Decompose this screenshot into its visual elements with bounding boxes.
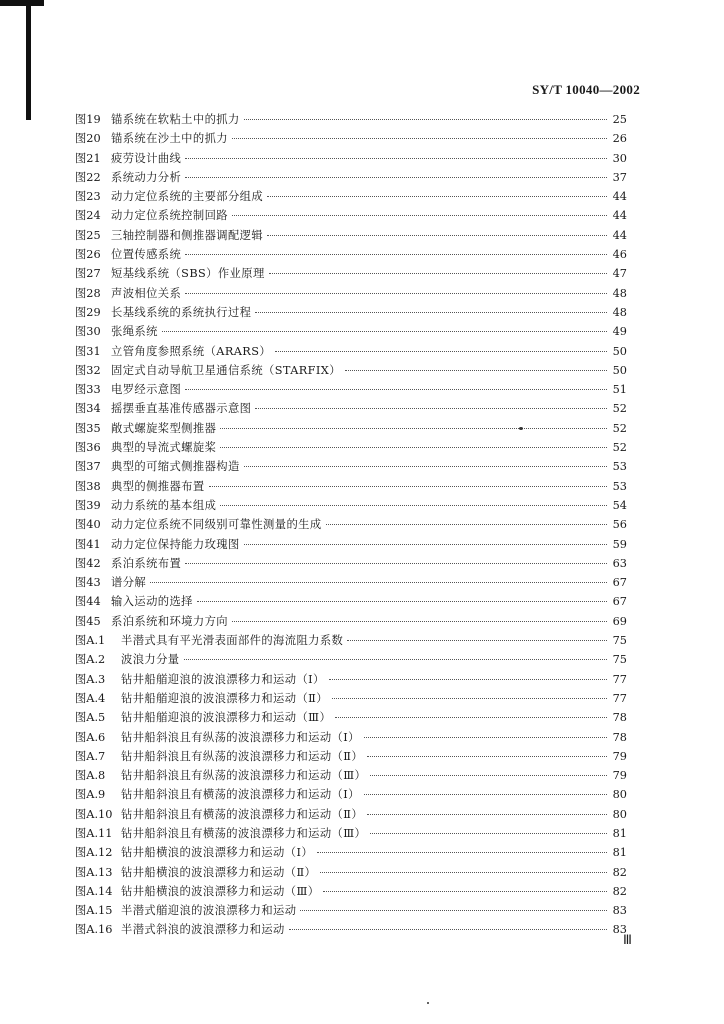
dot-leader: [364, 737, 607, 738]
figure-page-number: 79: [612, 749, 627, 763]
figure-number: 图19: [75, 113, 101, 126]
dot-leader: [370, 833, 607, 834]
figure-number: 图45: [75, 614, 101, 628]
dot-leader: [323, 891, 607, 892]
figure-entry: [75, 150, 627, 169]
figure-page-number: 67: [612, 576, 627, 590]
figure-entry: [75, 864, 627, 883]
figure-page-number: 54: [612, 498, 627, 512]
figure-title: 输入运动的选择: [111, 595, 193, 609]
figure-entry: [75, 709, 627, 728]
figure-entry: [75, 825, 627, 844]
figure-title: 立管角度参照系统（ARARS）: [111, 344, 272, 358]
figure-page-number: 48: [612, 286, 627, 300]
figure-entry: [75, 478, 627, 497]
figure-number: 图40: [75, 518, 101, 532]
figure-title: 钻井船艏迎浪的波浪漂移力和运动（Ⅱ）: [121, 691, 328, 705]
figure-title: 位置传感系统: [111, 248, 182, 262]
figure-number: 图31: [75, 344, 101, 358]
figure-number: 图21: [75, 151, 101, 165]
figure-number: 图A.9: [75, 788, 106, 802]
figure-title: 摇摆垂直基准传感器示意图: [111, 402, 252, 416]
figure-number: 图A.15: [75, 904, 113, 918]
standard-code-header: SY/T 10040—2002: [532, 82, 640, 97]
figure-entry: [75, 921, 627, 940]
figure-title: 固定式自动导航卫星通信系统（STARFIX）: [111, 363, 341, 377]
figure-number: 图26: [75, 248, 101, 262]
figure-number: 图A.4: [75, 691, 106, 705]
figure-entry: [75, 400, 627, 419]
figure-page-number: 30: [612, 151, 627, 165]
dot-leader: [184, 659, 608, 660]
figure-entry: [75, 613, 627, 632]
figure-number: 图A.1: [75, 634, 106, 648]
figure-page-number: 46: [612, 248, 627, 262]
figure-entry: [75, 883, 627, 902]
figure-title: 钻井船横浪的波浪漂移力和运动（Ⅱ）: [121, 865, 317, 879]
figure-entry: [75, 188, 627, 207]
figure-title: 长基线系统的系统执行过程: [111, 305, 252, 319]
dot-leader: [220, 505, 607, 506]
figure-page-number: 50: [612, 363, 627, 377]
figure-title: 钻井船斜浪且有纵荡的波浪漂移力和运动（Ⅱ）: [121, 749, 364, 763]
dot-leader: [185, 293, 607, 294]
dot-leader: [367, 756, 607, 757]
figure-entry: [75, 285, 627, 304]
figure-page-number: 37: [612, 170, 627, 184]
figure-title: 系泊系统布置: [111, 556, 182, 570]
figure-number: 图41: [75, 537, 101, 551]
figure-title: 动力定位保持能力玫瑰图: [111, 537, 240, 551]
figure-entry: [75, 323, 627, 342]
figure-number: 图30: [75, 325, 101, 339]
dot-leader: [244, 466, 607, 467]
figure-title: 系泊系统和环境力方向: [111, 614, 228, 628]
dot-leader: [364, 794, 607, 795]
figure-entry: [75, 574, 627, 593]
dot-leader: [345, 370, 607, 371]
figure-title: 声波相位关系: [111, 286, 182, 300]
figure-page-number: 47: [612, 267, 627, 281]
dot-leader: [300, 910, 607, 911]
dot-leader: [197, 601, 607, 602]
figure-number: 图29: [75, 305, 101, 319]
figure-title: 张绳系统: [111, 325, 158, 339]
figure-page-number: 44: [612, 190, 627, 204]
scan-speck: [519, 427, 523, 430]
figure-title: 动力系统的基本组成: [111, 498, 217, 512]
figure-title: 疲劳设计曲线: [111, 151, 182, 165]
figure-number: 图34: [75, 402, 101, 416]
figure-number: 图A.14: [75, 884, 113, 898]
figure-number: 图43: [75, 576, 101, 590]
dot-leader: [347, 640, 607, 641]
figure-page-number: 67: [612, 595, 627, 609]
figure-entry: [75, 555, 627, 574]
figure-entry: [75, 111, 627, 130]
figure-number: 图A.11: [75, 826, 113, 840]
figure-title: 典型的导流式螺旋桨: [111, 441, 217, 455]
dot-leader: [332, 698, 607, 699]
figure-title: 钻井船斜浪且有横荡的波浪漂移力和运动（Ⅱ）: [121, 807, 364, 821]
figure-title: 系统动力分析: [111, 170, 182, 184]
figure-title: 锚系统在沙土中的抓力: [111, 132, 228, 146]
figure-page-number: 49: [612, 325, 627, 339]
figure-number: 图A.16: [75, 923, 113, 937]
figure-title: 半潜式艏迎浪的波浪漂移力和运动: [121, 904, 297, 918]
figure-title: 动力定位系统的主要部分组成: [111, 190, 264, 204]
dot-leader: [209, 486, 607, 487]
figure-number: 图20: [75, 132, 101, 146]
figure-entry: [75, 806, 627, 825]
figure-page-number: 53: [612, 460, 627, 474]
figure-number: 图A.7: [75, 749, 106, 763]
figure-page-number: 48: [612, 305, 627, 319]
figure-page-number: 44: [612, 228, 627, 242]
figure-number: 图38: [75, 479, 101, 493]
figure-entry: [75, 786, 627, 805]
figure-title: 半潜式斜浪的波浪漂移力和运动: [121, 923, 285, 937]
figure-page-number: 50: [612, 344, 627, 358]
page-number: Ⅲ: [623, 932, 632, 947]
figure-entry: [75, 207, 627, 226]
figure-number: 图A.5: [75, 711, 106, 725]
figure-title: 典型的可缩式侧推器构造: [111, 460, 240, 474]
figure-title: 钻井船横浪的波浪漂移力和运动（Ⅲ）: [121, 884, 320, 898]
dot-leader: [244, 119, 607, 120]
dot-leader: [320, 872, 607, 873]
figure-entry: [75, 593, 627, 612]
dot-leader: [244, 544, 607, 545]
figure-number: 图39: [75, 498, 101, 512]
figure-title: 短基线系统（SBS）作业原理: [111, 267, 265, 281]
figure-page-number: 82: [612, 884, 627, 898]
figure-entry: [75, 497, 627, 516]
figure-page-number: 77: [612, 672, 627, 686]
figure-number: 图44: [75, 595, 101, 609]
dot-leader: [150, 582, 607, 583]
dot-leader: [255, 408, 607, 409]
figure-number: 图22: [75, 170, 101, 184]
figure-title: 三轴控制器和侧推器调配逻辑: [111, 228, 264, 242]
figure-number: 图42: [75, 556, 101, 570]
figure-title: 动力定位系统不同级别可靠性测量的生成: [111, 518, 322, 532]
figure-entry: [75, 169, 627, 188]
figure-entry: [75, 265, 627, 284]
dot-leader: [232, 621, 607, 622]
dot-leader: [185, 389, 607, 390]
figure-number: 图27: [75, 267, 101, 281]
figure-page-number: 44: [612, 209, 627, 223]
figure-page-number: 78: [612, 711, 627, 725]
dot-leader: [232, 138, 607, 139]
figure-number: 图A.8: [75, 769, 106, 783]
figure-entry: [75, 439, 627, 458]
figure-title: 波浪力分量: [121, 653, 180, 667]
dot-leader: [220, 428, 607, 429]
figure-page-number: 52: [612, 421, 627, 435]
dot-leader: [367, 814, 607, 815]
figure-number: 图24: [75, 209, 101, 223]
figure-entry: [75, 130, 627, 149]
dot-leader: [335, 717, 607, 718]
figure-entry: [75, 362, 627, 381]
dot-leader: [317, 852, 607, 853]
dot-leader: [267, 235, 607, 236]
figure-page-number: 77: [612, 691, 627, 705]
dot-leader: [185, 177, 607, 178]
dot-leader: [370, 775, 607, 776]
figure-title: 谱分解: [111, 576, 147, 590]
figure-title: 钻井船斜浪且有纵荡的波浪漂移力和运动（Ⅰ）: [121, 730, 360, 744]
figure-entry: [75, 902, 627, 921]
figure-entry: [75, 381, 627, 400]
dot-leader: [220, 447, 607, 448]
figure-title: 钻井船斜浪且有纵荡的波浪漂移力和运动（Ⅲ）: [121, 769, 367, 783]
figure-title: 典型的侧推器布置: [111, 479, 205, 493]
figure-entry: [75, 304, 627, 323]
figure-page-number: 75: [612, 634, 627, 648]
figure-entry: [75, 227, 627, 246]
figure-entry: [75, 767, 627, 786]
figure-page-number: 56: [612, 518, 627, 532]
figure-page-number: 51: [612, 383, 627, 397]
figure-entry: [75, 748, 627, 767]
figure-page-number: 81: [612, 826, 627, 840]
figure-title: 敞式螺旋桨型侧推器: [111, 421, 217, 435]
figure-number: 图A.6: [75, 730, 106, 744]
figure-number: 图37: [75, 460, 101, 474]
figure-title: 电罗经示意图: [111, 383, 182, 397]
dot-leader: [255, 312, 607, 313]
dot-leader: [267, 196, 607, 197]
figure-number: 图25: [75, 228, 101, 242]
scan-speck: [427, 1002, 429, 1004]
figure-page-number: 82: [612, 865, 627, 879]
figure-entry: [75, 458, 627, 477]
figure-page-number: 25: [612, 113, 627, 126]
figure-title: 钻井船横浪的波浪漂移力和运动（Ⅰ）: [121, 846, 314, 860]
figure-entry: [75, 729, 627, 748]
dot-leader: [162, 331, 607, 332]
figure-list: [75, 111, 627, 941]
figure-page-number: 80: [612, 807, 627, 821]
figure-page-number: 52: [612, 402, 627, 416]
figure-number: 图A.13: [75, 865, 113, 879]
figure-page-number: 75: [612, 653, 627, 667]
figure-page-number: 63: [612, 556, 627, 570]
figure-page-number: 78: [612, 730, 627, 744]
figure-page-number: 79: [612, 769, 627, 783]
figure-page-number: 80: [612, 788, 627, 802]
dot-leader: [185, 563, 607, 564]
dot-leader: [326, 524, 607, 525]
figure-page-number: 69: [612, 614, 627, 628]
figure-title: 钻井船斜浪且有横荡的波浪漂移力和运动（Ⅰ）: [121, 788, 360, 802]
figure-number: 图35: [75, 421, 101, 435]
figure-entry: [75, 690, 627, 709]
figure-title: 半潜式具有平光滑表面部件的海流阻力系数: [121, 634, 344, 648]
figure-entry: [75, 343, 627, 362]
figure-number: 图28: [75, 286, 101, 300]
dot-leader: [185, 254, 607, 255]
dot-leader: [269, 273, 607, 274]
scan-corner-mark: [0, 0, 44, 18]
figure-title: 钻井船艏迎浪的波浪漂移力和运动（Ⅰ）: [121, 672, 325, 686]
figure-page-number: 83: [612, 904, 627, 918]
figure-page-number: 53: [612, 479, 627, 493]
figure-number: 图A.10: [75, 807, 113, 821]
figure-entry: [75, 632, 627, 651]
figure-title: 钻井船斜浪且有横荡的波浪漂移力和运动（Ⅲ）: [121, 826, 367, 840]
figure-number: 图33: [75, 383, 101, 397]
dot-leader: [275, 351, 607, 352]
figure-entry: [75, 516, 627, 535]
dot-leader: [289, 929, 607, 930]
figure-number: 图36: [75, 441, 101, 455]
figure-title: 锚系统在软粘土中的抓力: [111, 113, 240, 126]
figure-entry: [75, 420, 627, 439]
figure-entry: [75, 844, 627, 863]
figure-number: 图32: [75, 363, 101, 377]
figure-page-number: 52: [612, 441, 627, 455]
figure-number: 图A.12: [75, 846, 113, 860]
figure-title: 钻井船艏迎浪的波浪漂移力和运动（Ⅲ）: [121, 711, 332, 725]
figure-number: 图A.3: [75, 672, 106, 686]
figure-page-number: 59: [612, 537, 627, 551]
figure-entry: [75, 671, 627, 690]
figure-entry: [75, 651, 627, 670]
figure-title: 动力定位系统控制回路: [111, 209, 228, 223]
dot-leader: [232, 215, 607, 216]
figure-entry: [75, 536, 627, 555]
figure-number: 图A.2: [75, 653, 106, 667]
dot-leader: [329, 679, 607, 680]
figure-entry: [75, 246, 627, 265]
figure-number: 图23: [75, 190, 101, 204]
figure-page-number: 83: [612, 923, 627, 937]
figure-page-number: 81: [612, 846, 627, 860]
figure-page-number: 26: [612, 132, 627, 146]
dot-leader: [185, 158, 607, 159]
